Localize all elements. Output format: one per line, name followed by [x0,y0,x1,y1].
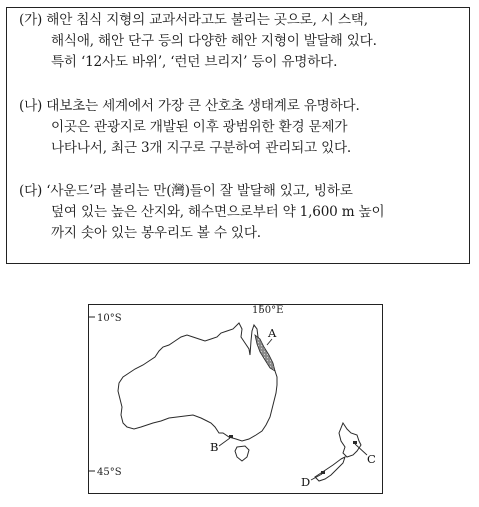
marker-label-d: D [301,475,311,489]
lon-label-150e: 150°E [252,305,284,316]
lat-label-10s: 10°S [97,313,122,324]
passage-line: 이곳은 관광지로 개발된 이후 광범위한 환경 문제가 [51,119,348,135]
marker-box-c [353,441,357,444]
leader-b [219,438,230,446]
new-zealand-north-island [339,423,361,457]
marker-label-c: C [367,452,376,466]
passage-line: 덮여 있는 높은 산지와, 해수면으로부터 약 1,600 m 높이 [51,204,385,220]
tasmania [235,446,249,461]
passage-line: 까지 솟아 있는 봉우리도 볼 수 있다. [51,225,261,241]
new-zealand-south-island [315,457,345,481]
australia-mainland [118,323,277,441]
map-figure [88,304,383,494]
question-text-box [6,7,470,264]
lat-label-45s: 45°S [97,467,122,478]
map-svg [89,305,383,494]
passage-line: (다) ‘사운드’라 불리는 만(灣)들이 잘 발달해 있고, 빙하로 [19,183,353,199]
passage-line: 해식애, 해안 단구 등의 다양한 해안 지형이 발달해 있다. [51,33,377,49]
passage-line: 특히 ‘12사도 바위’, ‘런던 브리지’ 등이 유명하다. [51,54,338,70]
passage-line: (나) 대보초는 세계에서 가장 큰 산호초 생태계로 유명하다. [19,98,360,114]
marker-box-b [229,435,233,438]
marker-box-d [321,471,325,474]
passage-line: (가) 해안 침식 지형의 교과서라고도 불리는 곳으로, 시 스택, [19,12,368,28]
passage-line: 나타나서, 최근 3개 지구로 구분하여 관리되고 있다. [51,140,352,156]
marker-label-b: B [210,440,219,454]
marker-label-a: A [268,326,277,340]
